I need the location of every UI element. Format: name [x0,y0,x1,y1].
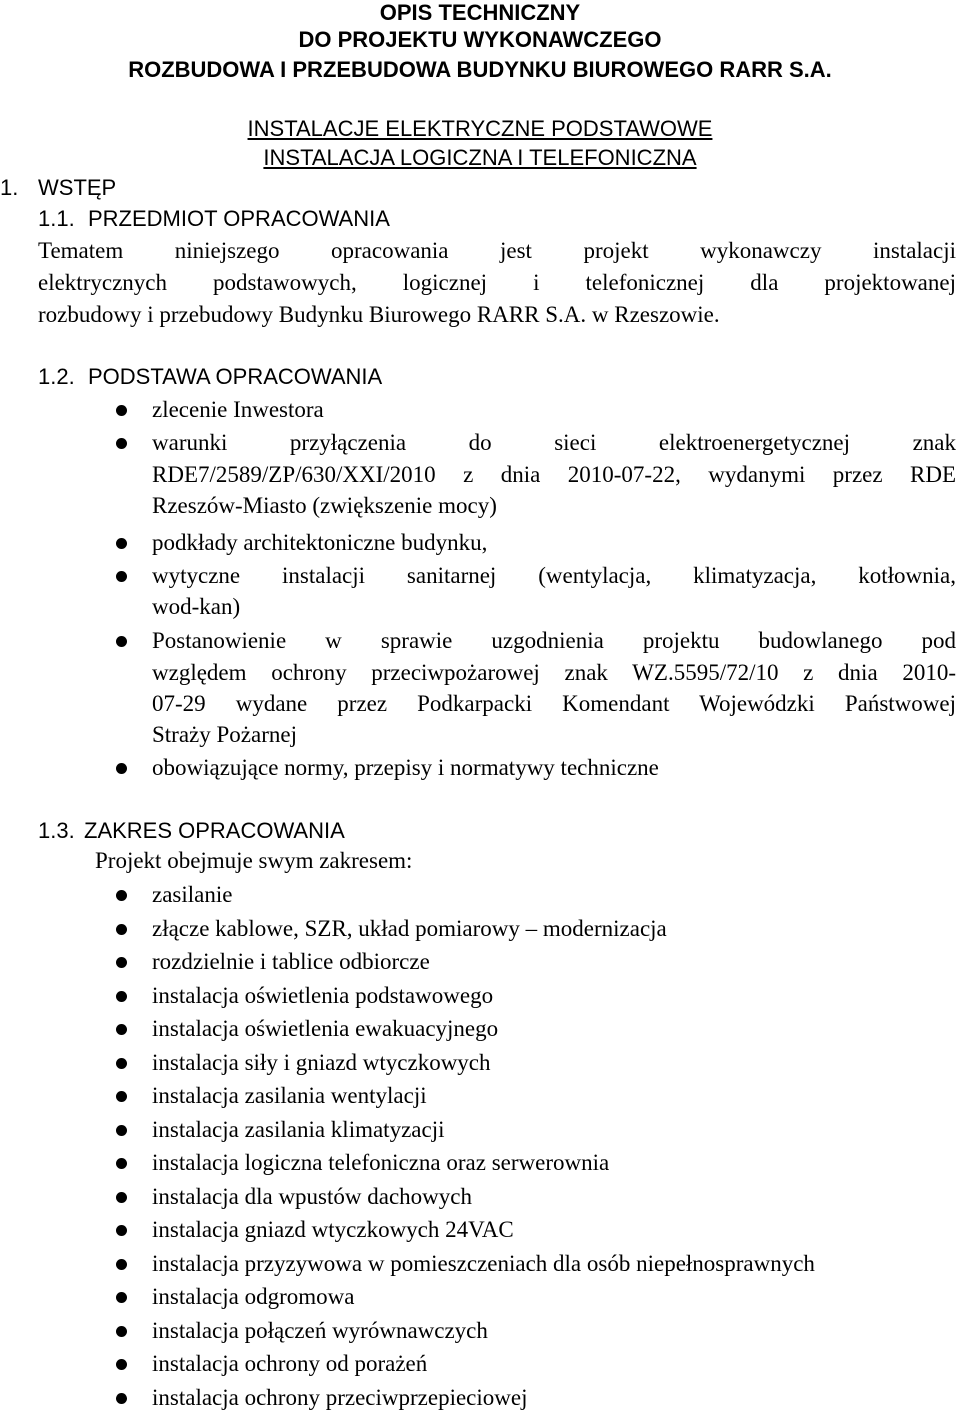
bullet-icon [116,405,127,416]
s11-line-1-text: Tematem niniejszego opracowania jest projekt wykonawczy instalacji [38,238,956,263]
bullet-icon [116,1192,127,1203]
section-1-title: WSTĘP [38,175,117,200]
bullet-icon [116,1158,127,1169]
bullet-icon [116,1326,127,1337]
section-1-2-title: PODSTAWA OPRACOWANIA [88,364,383,389]
bullet-icon [116,1091,127,1102]
scope-list-item: instalacja ochrony od porażeń [152,1351,428,1376]
bullet-icon [116,991,127,1002]
bullet-icon [116,1125,127,1136]
s12-item-2-line-2: RDE7/2589/ZP/630/XXI/2010 z dnia 2010-07-22, wydanymi przez RDE [152,462,956,487]
scope-list-item: instalacja przyzywowa w pomieszczeniach dla osób niepełnosprawnych [152,1251,815,1276]
bullet-icon [116,924,127,935]
s12-item-1: zlecenie Inwestora [152,397,324,422]
s12-item-5-line-3: 07-29 wydane przez Podkarpacki Komendant Wojewódzki Państwowej [152,691,956,716]
s12-item-3: podkłady architektoniczne budynku, [152,530,488,555]
bullet-icon [116,957,127,968]
scope-list-item: instalacja oświetlenia podstawowego [152,983,494,1008]
s12-item-5-line-2: względem ochrony przeciwpożarowej znak WZ.5595/72/10 z dnia 2010- [152,660,956,685]
doc-subtitle: DO PROJEKTU WYKONAWCZEGO [298,27,662,52]
scope-list-item: instalacja połączeń wyrównawczych [152,1318,488,1343]
doc-project-name: ROZBUDOWA I PRZEBUDOWA BUDYNKU BIUROWEGO RARR S.A. [128,57,832,82]
scope-list-item: zasilanie [152,882,233,907]
doc-scope-1: INSTALACJE ELEKTRYCZNE PODSTAWOWE [247,116,713,141]
scope-list-item: instalacja zasilania klimatyzacji [152,1117,445,1142]
bullet-icon [116,438,127,449]
section-1-3-number: 1.3. [38,818,75,843]
s13-intro: Projekt obejmuje swym zakresem: [95,848,413,873]
doc-title: OPIS TECHNICZNY [379,0,581,25]
scope-list-item: instalacja siły i gniazd wtyczkowych [152,1050,491,1075]
s11-para-line-2 [38,268,956,298]
section-1-number: 1. [0,175,19,200]
bullet-icon [116,1393,127,1404]
bullet-icon [116,1024,127,1035]
bullet-icon [116,1225,127,1236]
bullet-icon [116,763,127,774]
section-1-1-number: 1.1. [38,206,75,231]
bullet-icon [116,571,127,582]
s11-line-2-text: elektrycznych podstawowych, logicznej i telefonicznej dla projektowanej [38,270,956,295]
s12-item-5-line-4: Straży Pożarnej [152,722,297,747]
scope-list-item: instalacja odgromowa [152,1284,355,1309]
bullet-icon [116,1359,127,1370]
s12-item-4-line-2: wod-kan) [152,594,241,619]
scope-list-item: instalacja oświetlenia ewakuacyjnego [152,1016,499,1041]
scope-list-item: instalacja dla wpustów dachowych [152,1184,472,1209]
section-1-3-title: ZAKRES OPRACOWANIA [84,818,345,843]
scope-list-item: instalacja zasilania wentylacji [152,1083,427,1108]
s12-item-6: obowiązujące normy, przepisy i normatywy techniczne [152,755,659,780]
s12-item-5-line-1: Postanowienie w sprawie uzgodnienia projektu budowlanego pod [152,628,956,653]
scope-list-item: rozdzielnie i tablice odbiorcze [152,949,430,974]
section-1-1-title: PRZEDMIOT OPRACOWANIA [88,206,390,231]
s12-item-4-line-1: wytyczne instalacji sanitarnej (wentylacja, klimatyzacja, kotłownia, [152,563,956,588]
scope-list-item: instalacja gniazd wtyczkowych 24VAC [152,1217,514,1242]
scope-list-item: złącze kablowe, SZR, układ pomiarowy – modernizacja [152,916,667,941]
s11-para-line-1 [38,236,956,266]
bullet-icon [116,1259,127,1270]
bullet-icon [116,636,127,647]
scope-list-item: instalacja logiczna telefoniczna oraz serwerownia [152,1150,610,1175]
section-1-2-number: 1.2. [38,364,75,389]
bullet-icon [116,890,127,901]
s12-item-2-line-1: warunki przyłączenia do sieci elektroenergetycznej znak [152,430,956,455]
bullet-icon [116,1292,127,1303]
scope-list-item: instalacja ochrony przeciwprzepieciowej [152,1385,528,1410]
bullet-icon [116,1058,127,1069]
doc-scope-2: INSTALACJA LOGICZNA I TELEFONICZNA [263,145,697,170]
s11-para-line-3: rozbudowy i przebudowy Budynku Biurowego RARR S.A. w Rzeszowie. [38,302,720,327]
s12-item-2-line-3: Rzeszów-Miasto (zwiększenie mocy) [152,493,497,518]
bullet-icon [116,538,127,549]
